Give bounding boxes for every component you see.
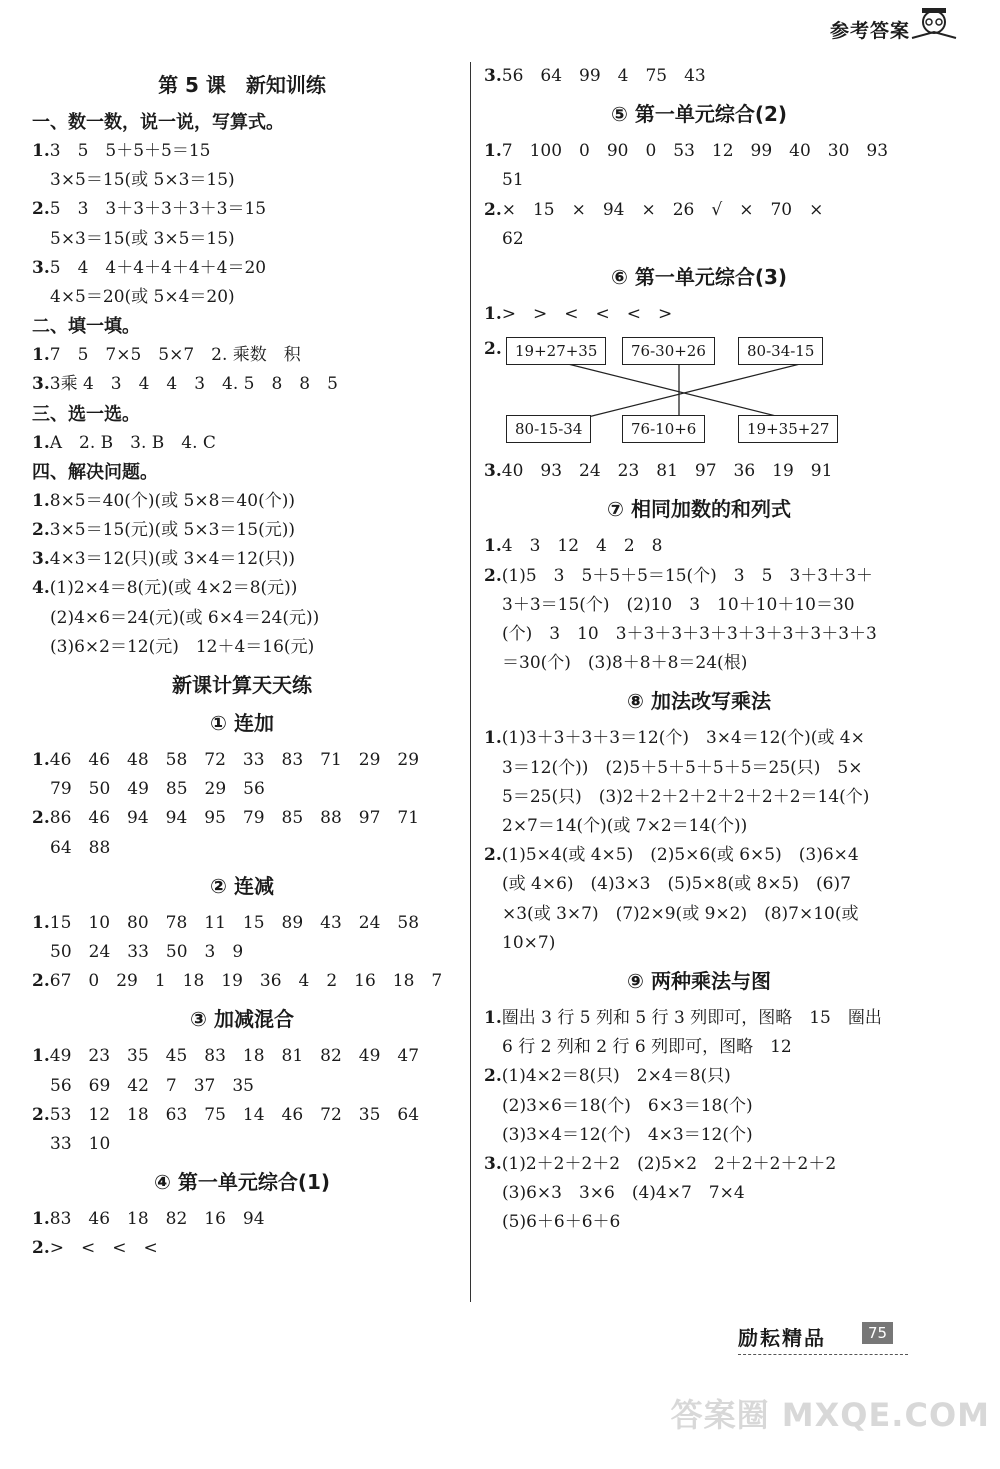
answer-line: (2)3×6＝18(个) 6×3＝18(个) <box>502 1095 753 1116</box>
answer-line <box>484 841 914 870</box>
answer-line: (3)6×2＝12(元) 12＋4＝16(元) <box>50 636 315 657</box>
answer-text: 5 3 3＋3＋3＋3＋3＝15 <box>49 199 267 220</box>
answer-line <box>32 967 452 996</box>
answer-text: 15 10 80 78 11 15 89 43 24 58 <box>49 912 420 933</box>
expression-box: 76-30+26 <box>622 337 715 365</box>
answer-text: × 15 × 94 × 26 √ × 70 × <box>501 199 824 220</box>
item-number: 1. <box>32 750 50 771</box>
answer-line: 2×7＝14(个)(或 7×2＝14(个)) <box>502 816 748 837</box>
item-number: 1. <box>32 141 50 161</box>
section-title: ① 连加 <box>210 711 274 736</box>
answer-line <box>32 574 452 603</box>
answer-line <box>484 196 914 225</box>
item-number: 2. <box>32 1238 50 1259</box>
expression-box: 19+35+27 <box>738 415 838 443</box>
section-title: ⑧ 加法改写乘法 <box>627 689 771 714</box>
question-heading: 一、数一数，说一说，写算式。 <box>32 112 284 133</box>
matching-diagram <box>484 333 864 453</box>
item-number: 2. <box>32 520 50 541</box>
answer-text: 圈出 3 行 5 列和 5 行 3 列即可，图略 15 圈出 <box>501 1008 882 1029</box>
answer-line: ＝30(个) (3)8＋8＋8＝24(根) <box>502 653 748 674</box>
page-header-title: 参考答案 <box>829 20 910 42</box>
answer-line: 79 50 49 85 29 56 <box>50 779 265 800</box>
answer-line: 56 69 42 7 37 35 <box>50 1075 254 1096</box>
item-number: 3. <box>484 66 502 86</box>
answer-text: (1)5×4(或 4×5) (2)5×6(或 6×5) (3)6×4 <box>501 845 859 866</box>
item-number: 3. <box>32 374 50 395</box>
question-heading: 二、填一填。 <box>32 316 140 338</box>
answer-line: 3×5＝15(或 5×3＝15) <box>50 170 235 191</box>
answer-line: (2)4×6＝24(元)(或 6×4＝24(元)) <box>50 607 320 628</box>
item-number: 2. <box>32 971 50 992</box>
item-number: 1. <box>32 490 50 511</box>
answer-line: ×3(或 3×7) (7)2×9(或 9×2) (8)7×10(或 <box>502 903 859 924</box>
answer-text: 46 46 48 58 72 33 83 71 29 29 <box>49 750 420 771</box>
item-number: 2. <box>484 845 502 866</box>
answer-line: 4×5＝20(或 5×4＝20) <box>50 287 235 308</box>
answer-line <box>32 1101 452 1130</box>
answer-line <box>32 429 452 458</box>
answer-text: 53 12 18 63 75 14 46 72 35 64 <box>49 1104 420 1125</box>
answer-text: 49 23 35 45 83 18 81 82 49 47 <box>49 1046 420 1067</box>
answer-line: 64 88 <box>50 837 111 858</box>
answer-text: 67 0 29 1 18 19 36 4 2 16 18 7 <box>49 971 443 992</box>
answer-text: 56 64 99 4 75 43 <box>501 66 706 86</box>
answer-line <box>32 137 452 166</box>
answer-line: 62 <box>502 228 524 249</box>
item-number: 1. <box>484 728 502 749</box>
answer-line <box>484 62 914 91</box>
answer-text: 5 4 4＋4＋4＋4＋4＝20 <box>49 257 267 278</box>
answer-text: 4 3 12 4 2 8 <box>501 536 663 557</box>
section-title: ② 连减 <box>210 873 274 898</box>
answer-text: (1)4×2＝8(只) 2×4＝8(只) <box>501 1066 731 1087</box>
expression-box: 80-15-34 <box>506 415 591 443</box>
answer-text: 4×3＝12(只)(或 3×4＝12(只)) <box>49 549 295 570</box>
section-title: 第 5 课 新知训练 <box>158 73 326 97</box>
answer-line <box>32 195 452 224</box>
question-heading: 四、解决问题。 <box>32 461 158 483</box>
answer-line: 51 <box>502 170 524 191</box>
right-section-a <box>484 62 914 329</box>
answer-line <box>32 909 452 938</box>
answer-line: 50 24 33 50 3 9 <box>50 942 244 963</box>
expression-box: 19+27+35 <box>506 337 606 365</box>
answer-line: 3＋3＝15(个) (2)10 3 10＋10＋10＝30 <box>502 594 855 615</box>
answer-line <box>484 1150 914 1179</box>
item-number: 4. <box>32 578 50 599</box>
section-title: ⑨ 两种乘法与图 <box>627 969 771 994</box>
item-number: 1. <box>32 912 50 933</box>
section-title: ⑦ 相同加数的和列式 <box>607 497 791 522</box>
cartoon-reader-icon <box>906 6 962 42</box>
section-title: 新课计算天天练 <box>172 673 312 698</box>
answer-line <box>484 724 914 753</box>
answer-text: 8×5＝40(个)(或 5×8＝40(个)) <box>49 490 295 511</box>
expression-box: 76-10+6 <box>622 415 705 443</box>
answer-line: (或 4×6) (4)3×3 (5)5×8(或 8×5) (6)7 <box>502 874 851 895</box>
section-title: ④ 第一单元综合(1) <box>153 1170 331 1195</box>
answer-line: (3)3×4＝12(个) 4×3＝12(个) <box>502 1124 753 1145</box>
answer-line: 33 10 <box>50 1134 111 1155</box>
item-number: 1. <box>32 1046 50 1067</box>
item-number: 2. <box>32 1104 50 1125</box>
answer-line <box>32 1205 452 1234</box>
answer-line: 6 行 2 列和 2 行 6 列即可，图略 12 <box>502 1037 792 1058</box>
item-number: 2. <box>484 565 502 586</box>
item-number: 1. <box>32 1209 50 1230</box>
answer-line <box>484 532 914 561</box>
item-number: 3. <box>32 257 50 278</box>
item-number: 1. <box>484 536 502 557</box>
item-number: 1. <box>484 1008 502 1029</box>
item-number: 2. <box>484 1066 502 1087</box>
right-section-b <box>484 457 914 1237</box>
answer-line <box>484 300 914 329</box>
answer-text: (1)2＋2＋2＋2 (2)5×2 2＋2＋2＋2＋2 <box>501 1154 837 1175</box>
answer-line <box>32 487 452 516</box>
answer-line <box>32 1042 452 1071</box>
answer-line <box>32 545 452 574</box>
answer-text: (1)5 3 5＋5＋5＝15(个) 3 5 3＋3＋3＋ <box>501 565 873 586</box>
footer-divider <box>738 1354 908 1355</box>
answer-text: > > < < < > <box>501 304 673 325</box>
answer-line <box>484 457 914 486</box>
column-divider <box>470 62 471 1302</box>
item-number: 2. <box>32 808 50 829</box>
watermark: 答案圈 MXQE.COM <box>670 1396 990 1434</box>
item-number: 2. <box>32 199 50 220</box>
answer-text: > < < < <box>49 1238 158 1259</box>
answer-text: 86 46 94 94 95 79 85 88 97 71 <box>49 808 420 829</box>
answer-line <box>484 1004 914 1033</box>
item-number: 2. <box>484 199 502 220</box>
answer-line <box>32 1234 452 1263</box>
item-number: 3. <box>484 1154 502 1175</box>
item-number: 3. <box>32 549 50 570</box>
answer-line: 5＝25(只) (3)2＋2＋2＋2＋2＋2＋2＝14(个) <box>502 786 870 807</box>
expression-box: 80-34-15 <box>738 337 823 365</box>
answer-text: 83 46 18 82 16 94 <box>49 1209 265 1230</box>
question-heading: 三、选一选。 <box>32 403 140 425</box>
item-number: 3. <box>484 461 502 482</box>
answer-text: (1)2×4＝8(元)(或 4×2＝8(元)) <box>49 578 298 599</box>
answer-line <box>32 341 452 370</box>
item-number: 1. <box>484 304 502 325</box>
answer-line: (5)6＋6＋6＋6 <box>502 1212 621 1233</box>
answer-line: 10×7) <box>502 932 556 953</box>
answer-line <box>32 746 452 775</box>
section-title: ③ 加减混合 <box>190 1007 294 1032</box>
answer-line <box>32 516 452 545</box>
item-number: 1. <box>484 141 502 162</box>
page-number: 75 <box>862 1322 893 1344</box>
answer-text: A 2. B 3. B 4. C <box>49 432 216 453</box>
answer-line: (个) 3 10 3＋3＋3＋3＋3＋3＋3＋3＋3＋3 <box>502 624 877 645</box>
answer-line: (3)6×3 3×6 (4)4×7 7×4 <box>502 1183 745 1204</box>
left-column <box>32 62 452 1264</box>
item-number: 1. <box>32 432 50 453</box>
answer-line <box>484 137 914 166</box>
answer-line <box>484 1062 914 1091</box>
answer-text: 3×5＝15(元)(或 5×3＝15(元)) <box>49 520 295 541</box>
answer-line: 3＝12(个)) (2)5＋5＋5＋5＋5＝25(只) 5× <box>502 757 863 778</box>
answer-text: 7 5 7×5 5×7 2. 乘数 积 <box>49 345 301 366</box>
section-title: ⑥ 第一单元综合(3) <box>610 265 788 290</box>
answer-text: 3乘 4 3 4 4 3 4. 5 8 8 5 <box>49 374 338 395</box>
answer-line <box>484 562 914 591</box>
item-number: 1. <box>32 345 50 366</box>
brand-label: 励耘精品 <box>738 1326 826 1350</box>
diagram-number: 2. <box>484 339 502 360</box>
answer-text: 3 5 5＋5＋5＝15 <box>49 141 211 161</box>
answer-text: 7 100 0 90 0 53 12 99 40 30 93 <box>501 141 889 162</box>
answer-line <box>32 370 452 399</box>
right-column <box>484 62 914 1238</box>
answer-line <box>32 804 452 833</box>
answer-text: (1)3＋3＋3＋3＝12(个) 3×4＝12(个)(或 4× <box>501 728 865 749</box>
answer-line: 5×3＝15(或 3×5＝15) <box>50 228 235 249</box>
section-title: ⑤ 第一单元综合(2) <box>610 102 788 127</box>
answer-line <box>32 254 452 283</box>
answer-text: 40 93 24 23 81 97 36 19 91 <box>501 461 833 482</box>
